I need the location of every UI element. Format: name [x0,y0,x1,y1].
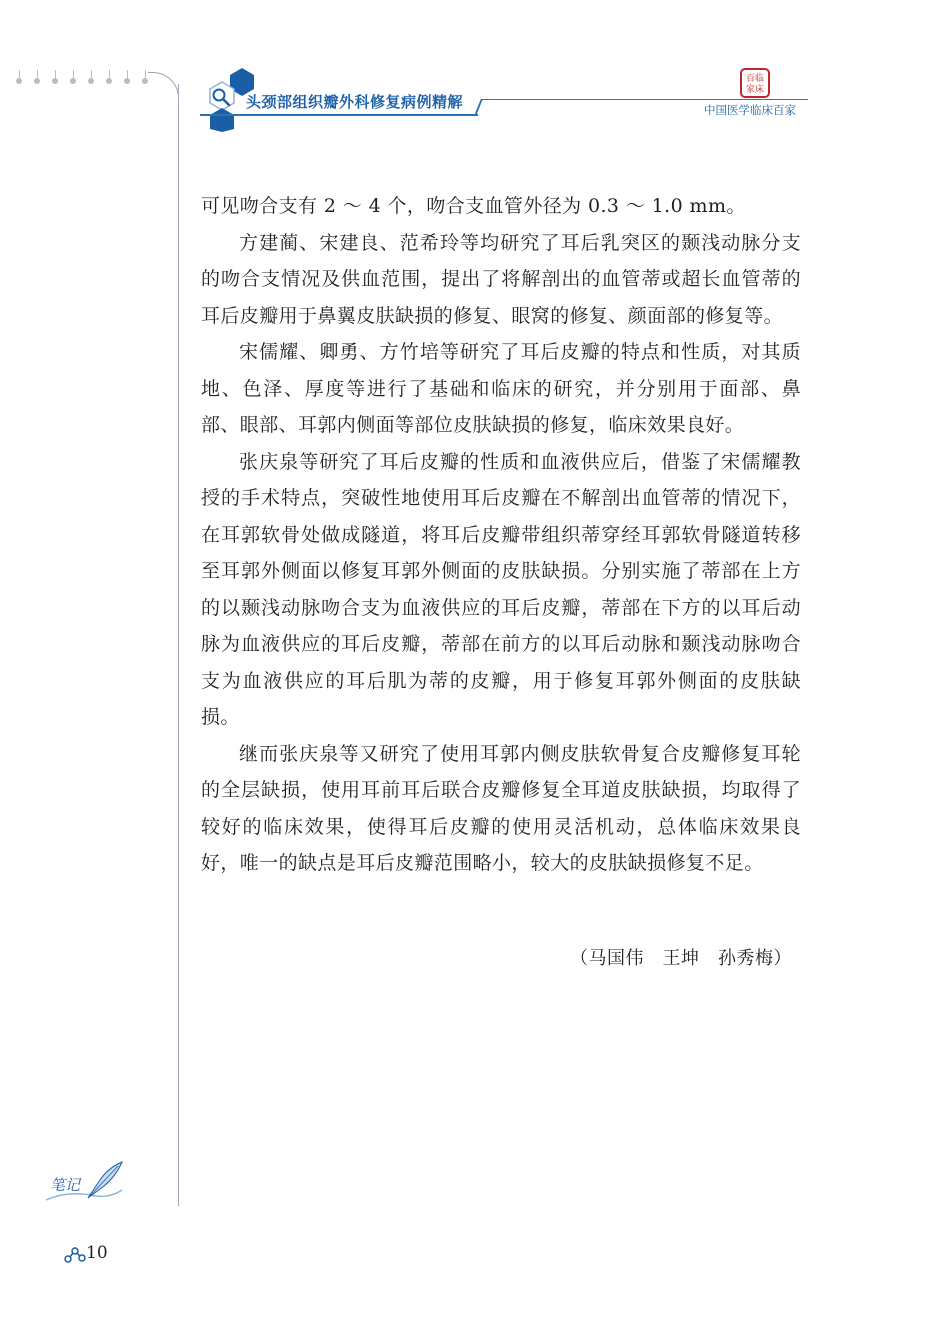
seal-text-top: 百临 [745,74,765,84]
page-link-icon [64,1245,86,1263]
book-title: 头颈部组织瓣外科修复病例精解 [246,93,464,111]
margin-corner [148,72,179,103]
paragraph-4: 张庆泉等研究了耳后皮瓣的性质和血液供应后，借鉴了宋儒耀教授的手术特点，突破性地使用耳后皮瓣在不解剖出血管蒂的情况下，在耳郭软骨处做成隧道，将耳后皮瓣带组织蒂穿经耳郭软骨隧道转移至耳郭外侧面以修复耳郭外侧面的皮肤缺损。分别实施了蒂部在上方的以颞浅动脉吻合支为血液供应的耳后皮瓣，蒂部在下方的以耳后动脉为血液供应的耳后皮瓣，蒂部在前方的以耳后动脉和颞浅动脉吻合支为血液供应的耳后肌为蒂的皮瓣，用于修复耳郭外侧面的皮肤缺损。 [201,450,801,728]
notes-label: 笔记 [50,1176,81,1194]
paragraph-3: 宋儒耀、卿勇、方竹培等研究了耳后皮瓣的特点和性质，对其质地、色泽、厚度等进行了基础和临床的研究，并分别用于面部、鼻部、眼部、耳郭内侧面等部位皮肤缺损的修复，临床效果良好。 [201,341,801,436]
header-rule-right [481,99,808,100]
margin-line [178,84,179,1206]
header-rule [200,114,478,116]
paragraph-2: 方建蔺、宋建良、范希玲等均研究了耳后乳突区的颞浅动脉分支的吻合支情况及供血范围，提出了将解剖出的血管蒂或超长血管蒂的耳后皮瓣用于鼻翼皮肤缺损的修复、眼窝的修复、颜面部的修复等。 [201,231,801,327]
margin-dots [8,70,148,94]
seal-text-bottom: 家床 [745,85,765,95]
publisher-name: 中国医学临床百家 [704,103,796,117]
paragraph-1: 可见吻合支有 2 ～ 4 个，吻合支血管外径为 0.3 ～ 1.0 mm。 [201,195,746,217]
notes-quill-icon [38,1160,128,1208]
header-rule-slant [474,99,483,116]
seal-icon [740,68,770,98]
paragraph-5: 继而张庆泉等又研究了使用耳郭内侧皮肤软骨复合皮瓣修复耳轮的全层缺损，使用耳前耳后联合皮瓣修复全耳道皮肤缺损，均取得了较好的临床效果，使得耳后皮瓣的使用灵活机动，总体临床效果良好，唯一的缺点是耳后皮瓣范围略小，较大的皮肤缺损修复不足。 [201,742,801,874]
authors-line: （马国伟 王坤 孙秀梅） [570,948,792,969]
main-text [201,188,801,882]
page-number: 10 [86,1243,108,1263]
